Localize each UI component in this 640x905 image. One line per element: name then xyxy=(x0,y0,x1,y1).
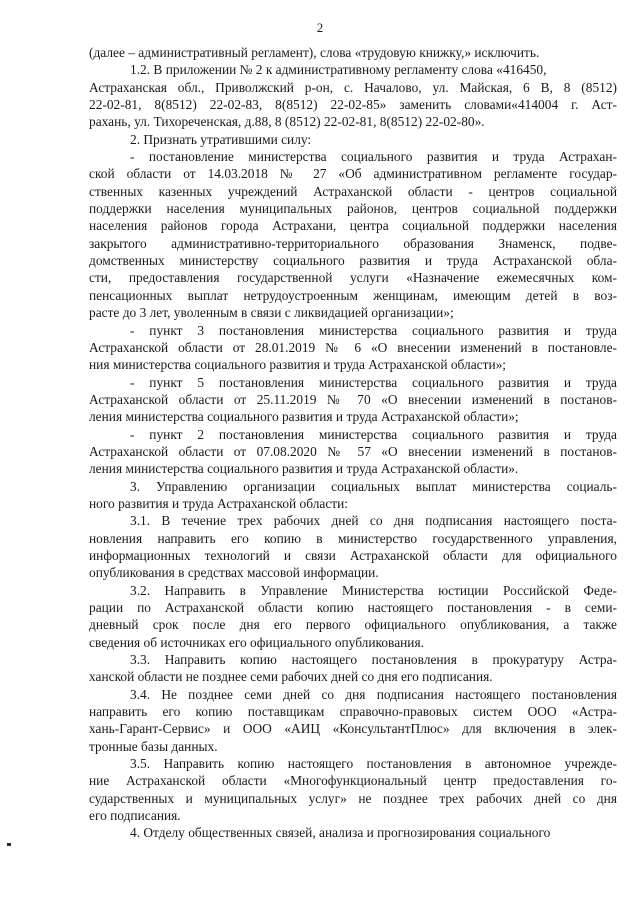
text-line: 3.4. Не позднее семи дней со дня подписания настоящего постановления xyxy=(130,686,617,702)
text-line: Астраханской области от 07.08.2020 № 57 «О внесении изменений в постанов- xyxy=(89,443,617,459)
text-line: тронные базы данных. xyxy=(89,738,218,754)
text-line: населения районов города Астрахани, центра социальной поддержки населения xyxy=(89,218,617,234)
text-line: ления министерства социального развития и труда Астраханской области». xyxy=(89,461,519,477)
text-line: поддержки населения муниципальных районов, центров социальной поддержки xyxy=(89,201,617,217)
text-line: - пункт 3 постановления министерства социального развития и труда xyxy=(130,322,617,338)
text-line: пенсационных выплат нетрудоустроенным женщинам, имеющим детей в воз- xyxy=(89,287,617,303)
text-line: его подписания. xyxy=(89,808,181,824)
text-line: 2. Признать утратившими силу: xyxy=(130,131,312,147)
text-line: ния министерства социального развития и труда Астраханской области»; xyxy=(89,357,507,373)
page-number: 2 xyxy=(316,20,324,35)
text-line: дневный срок после дня его первого официального опубликования, а также xyxy=(89,617,617,633)
text-line: ханской области не позднее семи рабочих дней со дня его подписания. xyxy=(89,669,493,685)
text-line: ного развития и труда Астраханской области: xyxy=(89,495,349,511)
text-line: 3.3. Направить копию настоящего постановления в прокуратуру Астра- xyxy=(130,652,617,668)
text-line: Астраханская обл., Приволжский р-он, с. Началово, ул. Майская, 6 В, 8 (8512) xyxy=(89,79,617,95)
text-line: сударственных и муниципальных услуг» не позднее трех рабочих дней со дня xyxy=(89,790,617,806)
text-line: Астраханской области от 25.11.2019 № 70 «О внесении изменений в постанов- xyxy=(89,391,617,407)
text-line: 1.2. В приложении № 2 к административному регламенту слова «416450, xyxy=(130,62,547,78)
text-line: ской области от 14.03.2018 № 27 «Об административном регламенте государ- xyxy=(89,166,617,182)
text-line: рахань, ул. Тихореченская, д.88, 8 (8512) 22-02-81, 8(8512) 22-02-80». xyxy=(89,114,485,130)
text-line: Астраханской области от 28.01.2019 № 6 «О внесении изменений в постановле- xyxy=(89,339,617,355)
text-line: расте до 3 лет, уволенным в связи с ликвидацией организации»; xyxy=(89,305,454,321)
text-line: закрытого административно-территориального образования Знаменск, подве- xyxy=(89,235,617,251)
text-line: 3. Управлению организации социальных выплат министерства социаль- xyxy=(130,478,617,494)
text-line: 4. Отделу общественных связей, анализа и прогнозирования социального xyxy=(130,825,551,841)
text-line: ственных казенных учреждений Астраханской области - центров социальной xyxy=(89,183,617,199)
text-line: 3.5. Направить копию настоящего постановления в автономное учрежде- xyxy=(130,756,617,772)
text-line: информационных технологий и связи Астраханской области для официального xyxy=(89,547,617,563)
text-line: 22-02-81, 8(8512) 22-02-83, 8(8512) 22-02-85» заменить словами«414004 г. Аст- xyxy=(89,97,617,113)
text-line: сти, предоставления государственной услуги «Назначение ежемесячных ком- xyxy=(89,270,617,286)
text-line: хань-Гарант-Сервис» и ООО «АИЦ «КонсультантПлюс» для включения в элек- xyxy=(89,721,617,737)
text-line: - пункт 5 постановления министерства социального развития и труда xyxy=(130,374,617,390)
text-line: - постановление министерства социального развития и труда Астрахан- xyxy=(130,149,617,165)
text-line: новления направить его копию в министерство государственного управления, xyxy=(89,530,617,546)
text-line: - пункт 2 постановления министерства социального развития и труда xyxy=(130,426,617,442)
text-line: ние Астраханской области «Многофункциональный центр предоставления го- xyxy=(89,773,617,789)
scan-mark xyxy=(7,843,11,846)
text-line: 3.2. Направить в Управление Министерства юстиции Российской Феде- xyxy=(130,582,617,598)
text-line: сведения об источниках его официального опубликования. xyxy=(89,634,424,650)
text-line: ления министерства социального развития и труда Астраханской области»; xyxy=(89,409,519,425)
text-line: (далее – административный регламент), слова «трудовую книжку,» исключить. xyxy=(89,45,540,60)
document-body xyxy=(89,44,617,842)
text-line: рации по Астраханской области копию настоящего постановления - в семи- xyxy=(89,600,617,615)
text-line: опубликования в средствах массовой информации. xyxy=(89,565,379,581)
text-line: направить его копию поставщикам справочно-правовых систем ООО «Астра- xyxy=(89,704,617,720)
text-line: 3.1. В течение трех рабочих дней со дня подписания настоящего поста- xyxy=(130,513,617,529)
text-line: домственных министерству социального развития и труда Астраханской обла- xyxy=(89,253,617,269)
